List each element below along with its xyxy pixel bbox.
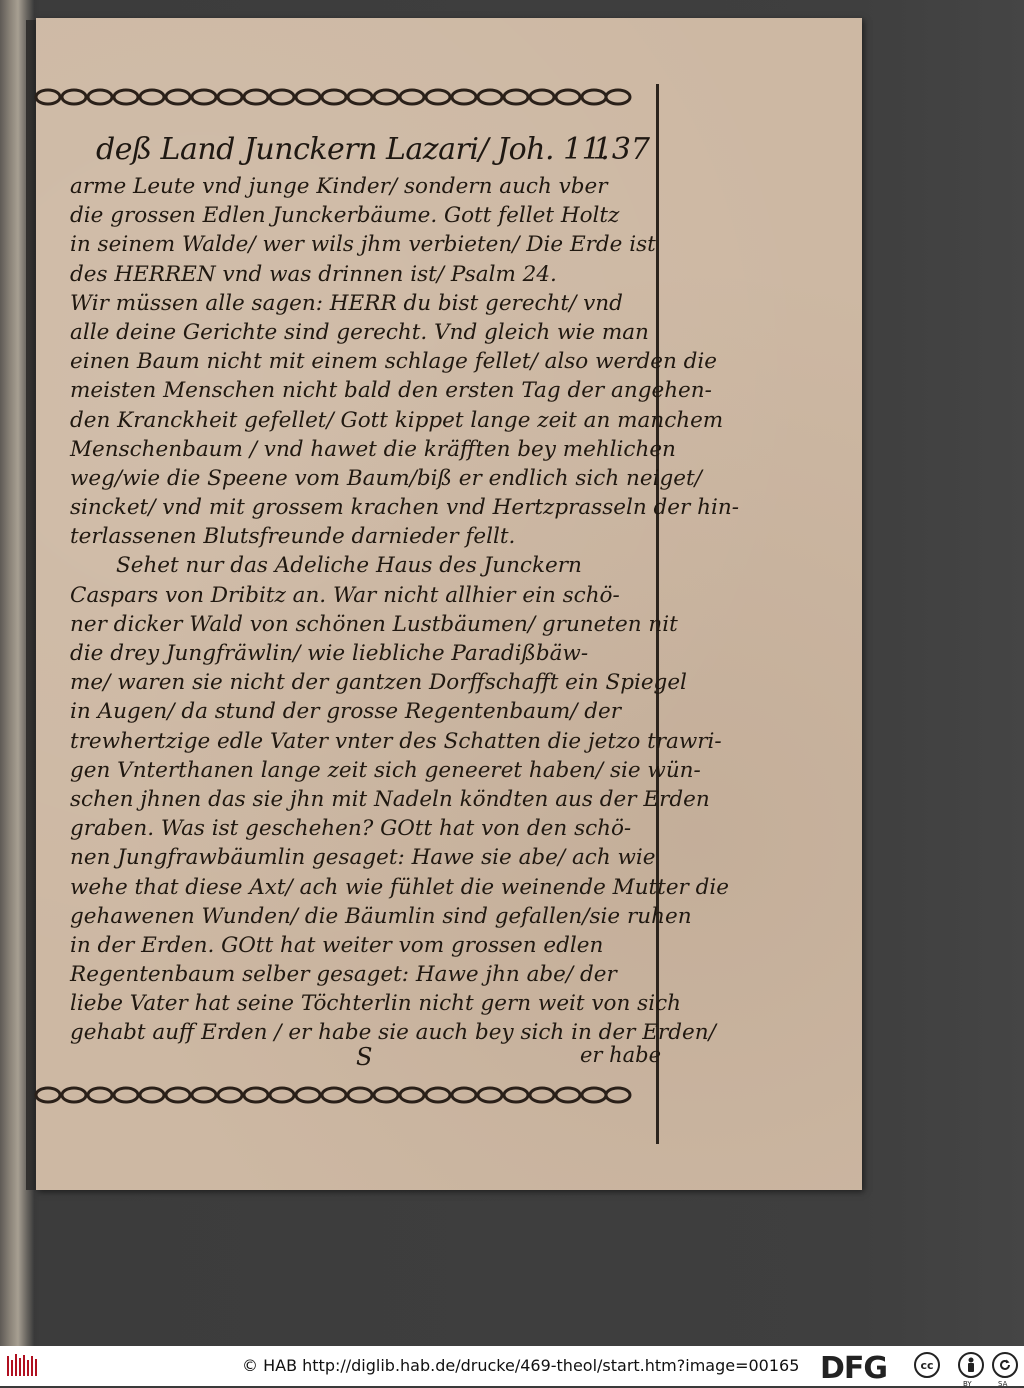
footer-bar	[0, 1346, 1024, 1386]
dfg-logo: DFG	[820, 1351, 888, 1386]
text-line: Wir müssen alle sagen: HERR du bist gerecht/ vnd	[70, 290, 623, 316]
top-ornament-border	[32, 84, 632, 110]
copyright-link[interactable]: © HAB http://diglib.hab.de/drucke/469-theol/start.htm?image=00165	[242, 1356, 800, 1375]
text-line: schen jhnen das sie jhn mit Nadeln köndten aus der Erden	[70, 786, 710, 812]
text-line: Regentenbaum selber gesaget: Hawe jhn abe/ der	[70, 962, 617, 988]
text-line: weg/wie die Speene vom Baum/biß er endlich sich neiget/	[70, 465, 702, 491]
text-line: ner dicker Wald von schönen Lustbäumen/ gruneten nit	[70, 611, 678, 637]
text-line: Caspars von Dribitz an. War nicht allhier ein schö-	[70, 582, 620, 608]
text-line: trewhertzige edle Vater vnter des Schatten die jetzo trawri-	[70, 728, 722, 754]
text-line: wehe that diese Axt/ ach wie fühlet die weinende Mutter die	[70, 874, 730, 900]
text-line: me/ waren sie nicht der gantzen Dorffschafft ein Spiegel	[70, 670, 687, 696]
text-line: meisten Menschen nicht bald den ersten Tag der angehen-	[70, 378, 712, 404]
running-head	[96, 130, 656, 170]
text-line: sincket/ vnd mit grossem krachen vnd Hertzprasseln der hin-	[70, 495, 739, 521]
text-line: gehawenen Wunden/ die Bäumlin sind gefallen/sie ruhen	[70, 903, 692, 929]
text-line: die grossen Edlen Junckerbäume. Gott fellet Holtz	[70, 203, 620, 229]
creative-commons-icon[interactable]: cc	[914, 1352, 940, 1378]
by-label: BY	[963, 1380, 972, 1388]
body-text	[70, 172, 739, 1048]
text-line: Menschenbaum / vnd hawet die kräfften bey mehlichen	[70, 436, 676, 462]
text-line: gen Vnterthanen lange zeit sich geneeret haben/ sie wün-	[70, 757, 701, 783]
text-line: einen Baum nicht mit einem schlage fellet/ also werden die	[70, 349, 718, 375]
share-alike-arrow-icon	[998, 1358, 1012, 1372]
signature-mark: S	[356, 1043, 373, 1071]
bottom-ornament-border	[32, 1082, 632, 1108]
text-line: die drey Jungfräwlin/ wie liebliche Paradißbäw-	[70, 641, 589, 666]
text-line: in der Erden. GOtt hat weiter vom grossen edlen	[70, 932, 604, 958]
text-line: in Augen/ da stund der grosse Regentenbaum/ der	[70, 699, 622, 725]
page-number: 137	[592, 132, 650, 167]
text-line: Sehet nur das Adeliche Haus des Junckern	[116, 553, 582, 579]
person-icon	[964, 1357, 978, 1373]
text-line: graben. Was ist geschehen? GOtt hat von den schö-	[70, 816, 632, 842]
catchword: er habe	[580, 1043, 662, 1067]
text-line: des HERREN vnd was drinnen ist/ Psalm 24.	[70, 261, 557, 287]
text-line: alle deine Gerichte sind gerecht. Vnd gleich wie man	[70, 319, 649, 345]
text-line: den Kranckheit gefellet/ Gott kippet lange zeit an manchem	[70, 407, 724, 433]
hab-logo-icon	[6, 1352, 40, 1380]
text-line: liebe Vater hat seine Töchterlin nicht gern weit von sich	[70, 991, 681, 1017]
text-line: terlassenen Blutsfreunde darnieder fellt.	[70, 524, 516, 550]
attribution-icon[interactable]	[958, 1352, 984, 1378]
text-line: gehabt auff Erden / er habe sie auch bey sich in der Erden/	[70, 1020, 716, 1046]
text-line: arme Leute vnd junge Kinder/ sondern auch vber	[70, 174, 608, 199]
share-alike-icon[interactable]	[992, 1352, 1018, 1378]
text-line: nen Jungfrawbäumlin gesaget: Hawe sie abe/ ach wie	[70, 845, 656, 871]
running-title: deß Land Junckern Lazari/ Joh. 11.	[96, 132, 610, 167]
text-line: in seinem Walde/ wer wils jhm verbieten/ Die Erde ist	[70, 232, 656, 258]
sa-label: SA	[998, 1380, 1008, 1388]
